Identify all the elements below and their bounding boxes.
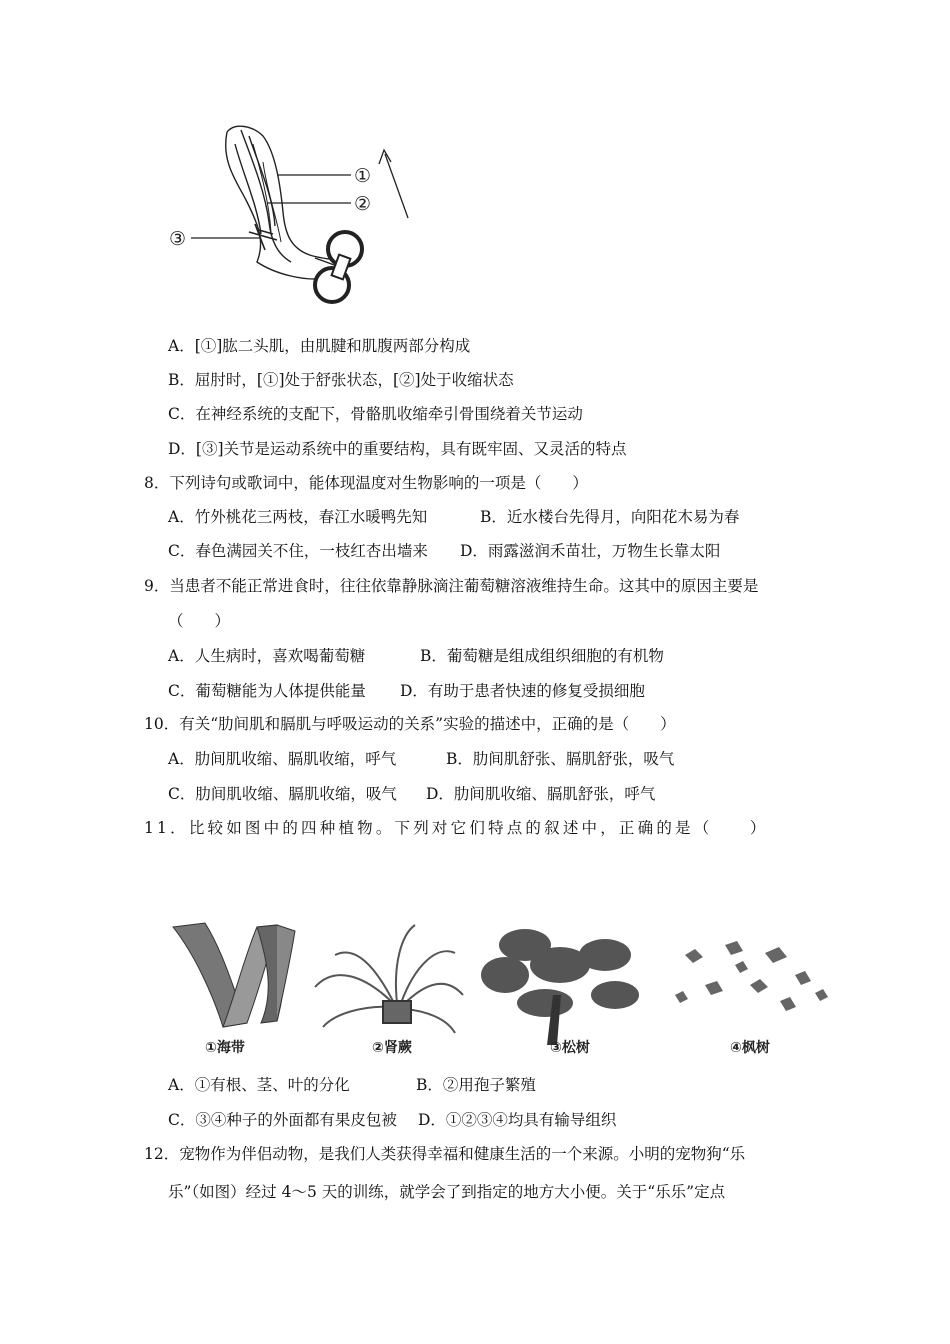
q8-stem: 8．下列诗句或歌词中，能体现温度对生物影响的一项是（ ） <box>144 474 588 492</box>
q7-option-c: C．在神经系统的支配下，骨骼肌收缩牵引骨围绕着关节运动 <box>168 405 583 423</box>
q10-option-b: B．肋间肌舒张、膈肌舒张，吸气 <box>446 750 675 768</box>
q7-option-d: D．[③]关节是运动系统中的重要结构，具有既牢固、又灵活的特点 <box>168 440 627 458</box>
caption-pine: ③松树 <box>550 1040 590 1056</box>
q10-option-c: C．肋间肌收缩、膈肌收缩，吸气 <box>168 785 397 803</box>
q8-option-c: C．春色满园关不住，一枝红杏出墙来 <box>168 542 428 560</box>
q11-stem: 11．比较如图中的四种植物。下列对它们特点的叙述中，正确的是（ ） <box>144 819 769 837</box>
q8-option-d: D．雨露滋润禾苗壮，万物生长靠太阳 <box>460 542 721 560</box>
q9-option-d: D．有助于患者快速的修复受损细胞 <box>400 682 645 700</box>
label-3: ③ <box>169 228 187 250</box>
caption-maple: ④枫树 <box>730 1040 770 1056</box>
q12-line-1: 12．宠物作为伴侣动物，是我们人类获得幸福和健康生活的一个来源。小明的宠物狗“乐 <box>144 1145 746 1163</box>
q10-option-d: D．肋间肌收缩、膈肌舒张，呼气 <box>426 785 656 803</box>
q8-option-a: A．竹外桃花三两枝，春江水暖鸭先知 <box>168 508 428 526</box>
q11-option-b: B．②用孢子繁殖 <box>416 1076 536 1094</box>
q10-stem: 10．有关“肋间肌和膈肌与呼吸运动的关系”实验的描述中，正确的是（ ） <box>144 715 676 733</box>
label-1: ① <box>354 165 372 187</box>
arm-muscle-figure <box>165 122 425 322</box>
plants-figure <box>165 915 815 1065</box>
caption-fern: ②肾蕨 <box>372 1040 412 1056</box>
maple-image <box>675 941 828 1011</box>
q8-option-b: B．近水楼台先得月，向阳花木易为春 <box>480 508 740 526</box>
q11-option-c: C．③④种子的外面都有果皮包被 <box>168 1111 397 1129</box>
pine-image <box>481 929 639 1045</box>
q7-option-a: A．[①]肱二头肌，由肌腱和肌腹两部分构成 <box>168 337 471 355</box>
q10-option-a: A．肋间肌收缩、膈肌收缩，呼气 <box>168 750 397 768</box>
q7-option-b: B．屈肘时，[①]处于舒张状态，[②]处于收缩状态 <box>168 371 514 389</box>
q9-option-c: C．葡萄糖能为人体提供能量 <box>168 682 366 700</box>
q11-option-d: D．①②③④均具有输导组织 <box>418 1111 617 1129</box>
fern-image <box>315 925 463 1033</box>
label-2: ② <box>354 193 372 215</box>
caption-kelp: ①海带 <box>205 1040 245 1056</box>
q12-line-2: 乐”（如图）经过 4～5 天的训练，就学会了到指定的地方大小便。关于“乐乐”定点 <box>168 1183 726 1201</box>
q11-option-a: A．①有根、茎、叶的分化 <box>168 1076 350 1094</box>
q9-stem-cont: （ ） <box>168 612 231 630</box>
q9-stem: 9．当患者不能正常进食时，往往依靠静脉滴注葡萄糖溶液维持生命。这其中的原因主要是 <box>144 577 759 595</box>
q9-option-b: B．葡萄糖是组成组织细胞的有机物 <box>420 647 664 665</box>
kelp-image <box>173 923 295 1027</box>
q9-option-a: A．人生病时，喜欢喝葡萄糖 <box>168 647 366 665</box>
